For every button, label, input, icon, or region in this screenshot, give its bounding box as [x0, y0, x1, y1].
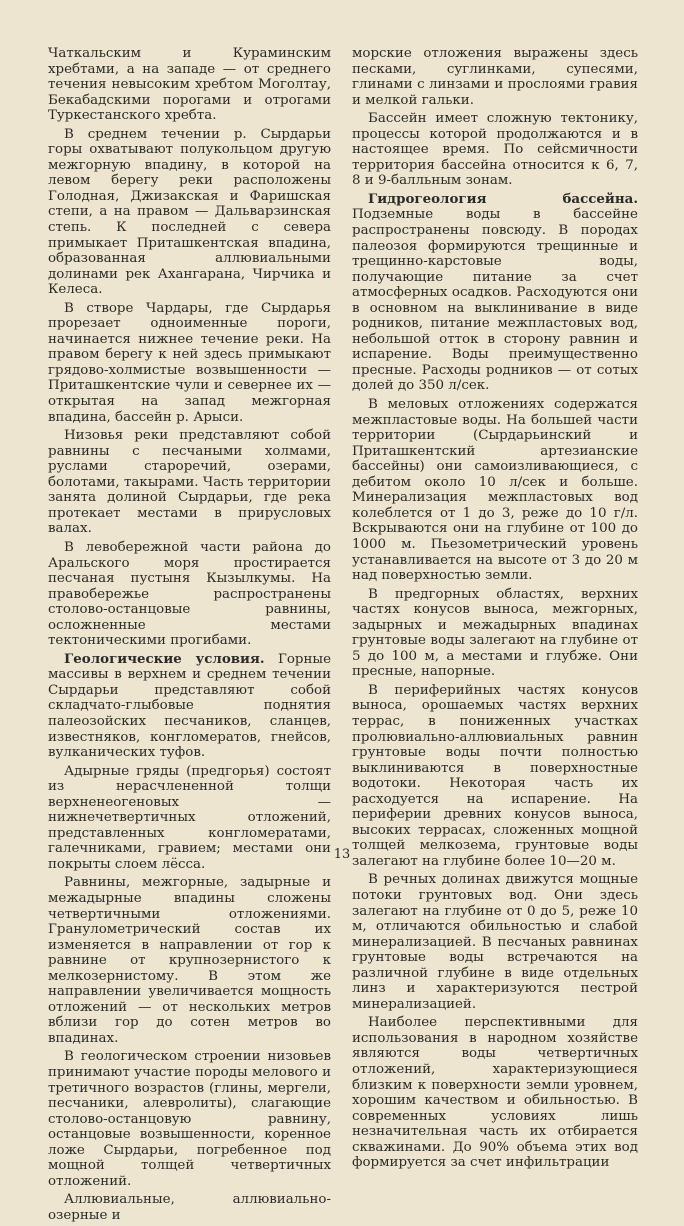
paragraph: В левобережной части района до Аральского моря простирается песчаная пустыня Кызылкумы. На правобережье распространены столово-останцовые равнины, осложненные местами тектоническими прогибами.	[48, 539, 331, 649]
paragraph: В среднем течении р. Сырдарьи горы охватывают полукольцом другую межгорную впадину, в которой на левом берегу реки расположены Голодная, Джизакская и Фаришская степи, а на правом — Дальварзинская степь. К последней с севера примыкает Приташкентская впадина, образованная аллювиальными долинами рек Ахангарана, Чирчика и Келеса.	[48, 126, 331, 298]
paragraph: В периферийных частях конусов выноса, орошаемых частях верхних террас, в пониженных участках пролювиально-аллювиальных равнин грунтовые воды почти полностью выклиниваются в поверхностные водотоки. Некоторая часть их расходуется на испарение. На периферии древних конусов выноса, высоких террасах, сложенных мощной толщей мелкозема, грунтовые воды залегают на глубине более 10—20 м.	[352, 682, 638, 869]
page-number: 13	[333, 847, 351, 862]
paragraph: морские отложения выражены здесь песками, суглинками, супесями, глинами с линзами и прослоями гравия и мелкой гальки.	[352, 46, 638, 108]
paragraph	[352, 192, 638, 394]
paragraph-text: Подземные воды в бассейне распространены повсюду. В породах палеозоя формируются трещинные и трещинно-карстовые воды, получающие питание за счет атмосферных осадков. Расходуются они в основном на выклинивание в виде родников, питание межпластовых вод, небольшой отток в сторону равнин и испарение. Воды преимущественно пресные. Расходы родников — от сотых долей до 350 л/сек.	[352, 207, 638, 394]
paragraph: Чаткальским и Кураминским хребтами, а на западе — от среднего течения невысоким хребтом Моголтау, Бекабадскими порогами и отрогами Туркестанского хребта.	[48, 46, 331, 124]
paragraph: Равнины, межгорные, задырные и межадырные впадины сложены четвертичными отложениями. Гранулометрический состав их изменяется в направлении от гор к равнине от крупнозернистого к мелкозернистому. В этом же направлении увеличивается мощность отложений — от нескольких метров вблизи гор до сотен метров во впадинах.	[48, 875, 331, 1046]
section-heading: Геологические условия.	[64, 650, 265, 667]
paragraph: Низовья реки представляют собой равнины с песчаными холмами, руслами староречий, озерами, болотами, такырами. Часть территории занята долиной Сырдарьи, где река протекает местами в прирусловых валах.	[48, 428, 331, 537]
paragraph: В предгорных областях, верхних частях конусов выноса, межгорных, задырных и межадырных впадинах грунтовые воды залегают на глубине от 5 до 100 м, а местами и глубже. Они пресные, напорные.	[352, 586, 638, 680]
right-column	[352, 46, 638, 1174]
left-column	[48, 46, 331, 1226]
section-heading: Гидрогеология бассейна.	[368, 190, 638, 207]
paragraph	[48, 652, 331, 761]
paragraph: Бассейн имеет сложную тектонику, процессы которой продолжаются и в настоящее время. По сейсмичности территория бассейна относится к 6, 7, 8 и 9-балльным зонам.	[352, 111, 638, 189]
paragraph: В меловых отложениях содержатся межпластовые воды. На большей части территории (Сырдарьинский и Приташкентский артезианские бассейны) они самоизливающиеся, с дебитом около 10 л/сек и больше. Минерализация межпластовых вод колеблется от 1 до 3, реже до 10 г/л. Вскрываются они на глубине от 100 до 1000 м. Пьезометрический уровень устанавливается на высоте от 3 до 20 м над поверхностью земли.	[352, 397, 638, 584]
paragraph: Адырные гряды (предгорья) состоят из нерасчлененной толщи верхненеогеновых — нижнечетвертичных отложений, представленных конгломератами, галечниками, гравием; местами они покрыты слоем лёсса.	[48, 763, 331, 872]
paragraph: В речных долинах движутся мощные потоки грунтовых вод. Они здесь залегают на глубине от 0 до 5, реже 10 м, отличаются обильностью и слабой минерализацией. В песчаных равнинах грунтовые воды встречаются на различной глубине в виде отдельных линз и характеризуются пестрой минерализацией.	[352, 872, 638, 1012]
paragraph: В створе Чардары, где Сырдарья прорезает одноименные пороги, начинается нижнее течение реки. На правом берегу к ней здесь примыкают грядово-холмистые возвышенности — Приташкентские чули и севернее их — открытая на запад межгорная впадина, бассейн р. Арыси.	[48, 300, 331, 425]
paragraph: Наиболее перспективными для использования в народном хозяйстве являются воды четвертичных отложений, характеризующиеся близким к поверхности земли уровнем, хорошим качеством и обильностью. В современных условиях лишь незначительная часть их отбирается скважинами. До 90% объема этих вод формируется за счет инфильтрации	[352, 1015, 638, 1171]
paragraph-text: Горные массивы в верхнем и среднем течении Сырдарьи представляют собой складчато-глыбовые поднятия палеозойских песчаников, сланцев, известняков, конгломератов, гнейсов, вулканических туфов.	[48, 651, 331, 761]
paragraph: Аллювиальные, аллювиально-озерные и	[48, 1192, 331, 1223]
paragraph: В геологическом строении низовьев принимают участие породы мелового и третичного возрастов (глины, мергели, песчаники, алевролиты), слагающие столово-останцовую равнину, останцовые возвышенности, коренное ложе Сырдарьи, погребенное под мощной толщей четвертичных отложений.	[48, 1049, 331, 1189]
